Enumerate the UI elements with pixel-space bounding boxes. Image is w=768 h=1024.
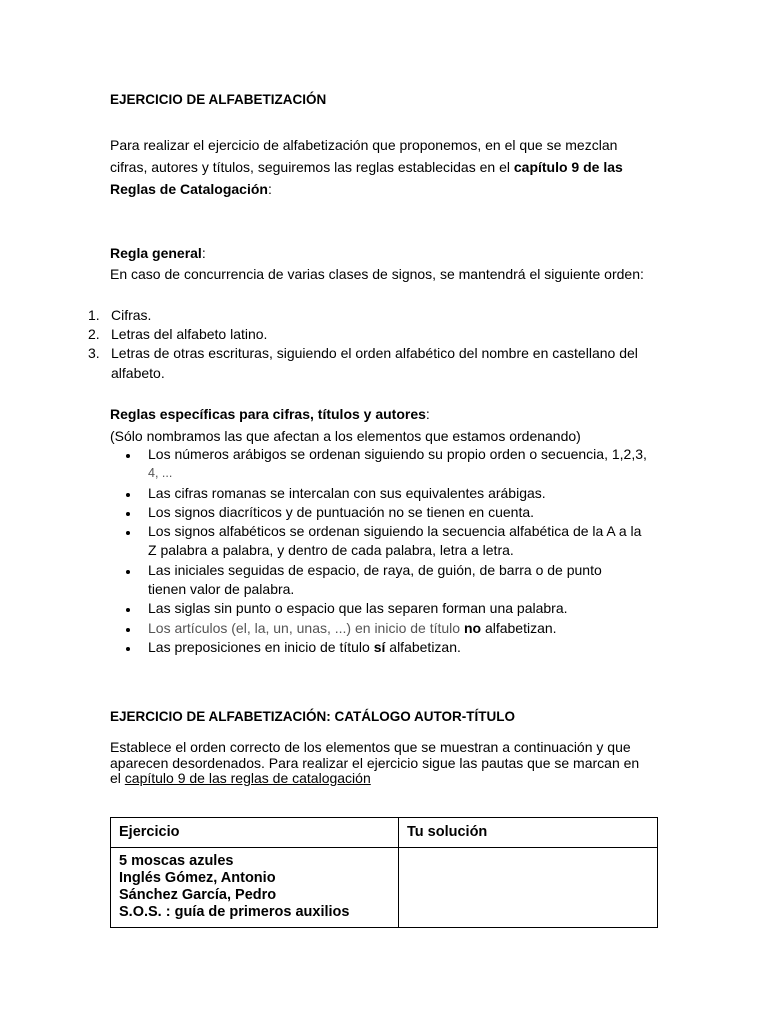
- intro-line-2-text: cifras, autores y títulos, seguiremos las reglas establecidas en el: [110, 159, 514, 175]
- exercise-entry: Sánchez García, Pedro: [119, 887, 277, 903]
- bullet-text: alfabetizan.: [385, 639, 461, 655]
- page-title: EJERCICIO DE ALFABETIZACIÓN: [110, 92, 327, 107]
- bullet-item-continuation: Z palabra a palabra, y dentro de cada palabra, letra a letra.: [148, 542, 514, 558]
- list-item-number: 3.: [88, 345, 100, 361]
- colon: :: [201, 245, 206, 261]
- exercise-cell: [111, 848, 399, 928]
- column-header-exercise: Ejercicio: [111, 818, 399, 848]
- list-item: Letras del alfabeto latino.: [111, 326, 268, 342]
- solution-cell[interactable]: [399, 848, 658, 928]
- instructions-line: Establece el orden correcto de los elementos que se muestran a continuación y que: [110, 739, 631, 755]
- chapter-link[interactable]: capítulo 9 de las reglas de catalogación: [124, 770, 371, 786]
- bullet-icon: [126, 512, 130, 516]
- exercise-table: [110, 817, 658, 928]
- general-rule-heading-text: Regla general: [110, 245, 202, 261]
- bullet-text: Las preposiciones en inicio de título: [148, 639, 374, 655]
- bullet-item-continuation: 4, ...: [148, 466, 173, 480]
- bullet-icon: [126, 570, 130, 574]
- bullet-item: Los signos diacríticos y de puntuación no se tienen en cuenta.: [148, 504, 535, 520]
- bullet-bold-word: sí: [373, 639, 386, 655]
- bullet-icon: [126, 647, 130, 651]
- colon: :: [267, 181, 272, 197]
- intro-line-1: Para realizar el ejercicio de alfabetización que proponemos, en el que se mezclan: [110, 137, 618, 153]
- specific-rules-heading: [110, 406, 430, 422]
- chapter-reference-bold: capítulo 9 de las: [513, 159, 623, 175]
- intro-line-3: [110, 178, 623, 200]
- bullet-icon: [126, 454, 130, 458]
- bullet-item: Los signos alfabéticos se ordenan siguiendo la secuencia alfabética de la A a la: [148, 523, 642, 539]
- section-title: EJERCICIO DE ALFABETIZACIÓN: CATÁLOGO AUTOR-TÍTULO: [110, 709, 515, 724]
- instructions-line: [110, 771, 639, 787]
- exercise-entry: Inglés Gómez, Antonio: [119, 870, 276, 886]
- general-rule-text: En caso de concurrencia de varias clases de signos, se mantendrá el siguiente orden:: [110, 266, 644, 282]
- list-item-number: 1.: [88, 307, 100, 323]
- list-item: Cifras.: [111, 307, 152, 323]
- colon: :: [425, 406, 430, 422]
- bullet-icon: [126, 608, 130, 612]
- list-item-continuation: alfabeto.: [111, 365, 165, 381]
- general-rule-heading: [110, 245, 206, 261]
- bullet-text: Los artículos (el, la, un, unas, ...) en inicio de título: [148, 620, 464, 636]
- instructions-paragraph: [110, 740, 639, 787]
- bullet-item: [148, 620, 557, 636]
- bullet-text: alfabetizan.: [481, 620, 557, 636]
- specific-rules-note: (Sólo nombramos las que afectan a los elementos que estamos ordenando): [110, 428, 581, 444]
- bullet-item: Los números arábigos se ordenan siguiendo su propio orden o secuencia, 1,2,3,: [148, 446, 647, 462]
- bullet-icon: [126, 493, 130, 497]
- rules-name-bold: Reglas de Catalogación: [110, 181, 268, 197]
- bullet-icon: [126, 628, 130, 632]
- instructions-line: aparecen desordenados. Para realizar el ejercicio sigue las pautas que se marcan en: [110, 754, 640, 771]
- bullet-item: Las iniciales seguidas de espacio, de raya, de guión, de barra o de punto: [148, 562, 602, 578]
- column-header-solution: Tu solución: [399, 818, 658, 848]
- bullet-icon: [126, 531, 130, 535]
- list-item: Letras de otras escrituras, siguiendo el orden alfabético del nombre en castellano del: [111, 345, 638, 361]
- bullet-item: [148, 639, 461, 655]
- bullet-item: Las siglas sin punto o espacio que las separen forman una palabra.: [148, 600, 568, 616]
- list-item-number: 2.: [88, 326, 100, 342]
- table-header-row: [111, 818, 658, 848]
- table-row: [111, 848, 658, 928]
- bullet-bold-word: no: [463, 620, 482, 636]
- intro-paragraph: [110, 134, 623, 200]
- intro-line-2: [110, 156, 623, 178]
- instructions-text: el: [110, 770, 125, 786]
- exercise-entry: 5 moscas azules: [119, 853, 234, 869]
- bullet-item-continuation: tienen valor de palabra.: [148, 581, 295, 597]
- specific-rules-heading-text: Reglas específicas para cifras, títulos y autores: [110, 406, 426, 422]
- exercise-entry: S.O.S. : guía de primeros auxilios: [119, 904, 350, 920]
- bullet-item: Las cifras romanas se intercalan con sus equivalentes arábigas.: [148, 485, 546, 501]
